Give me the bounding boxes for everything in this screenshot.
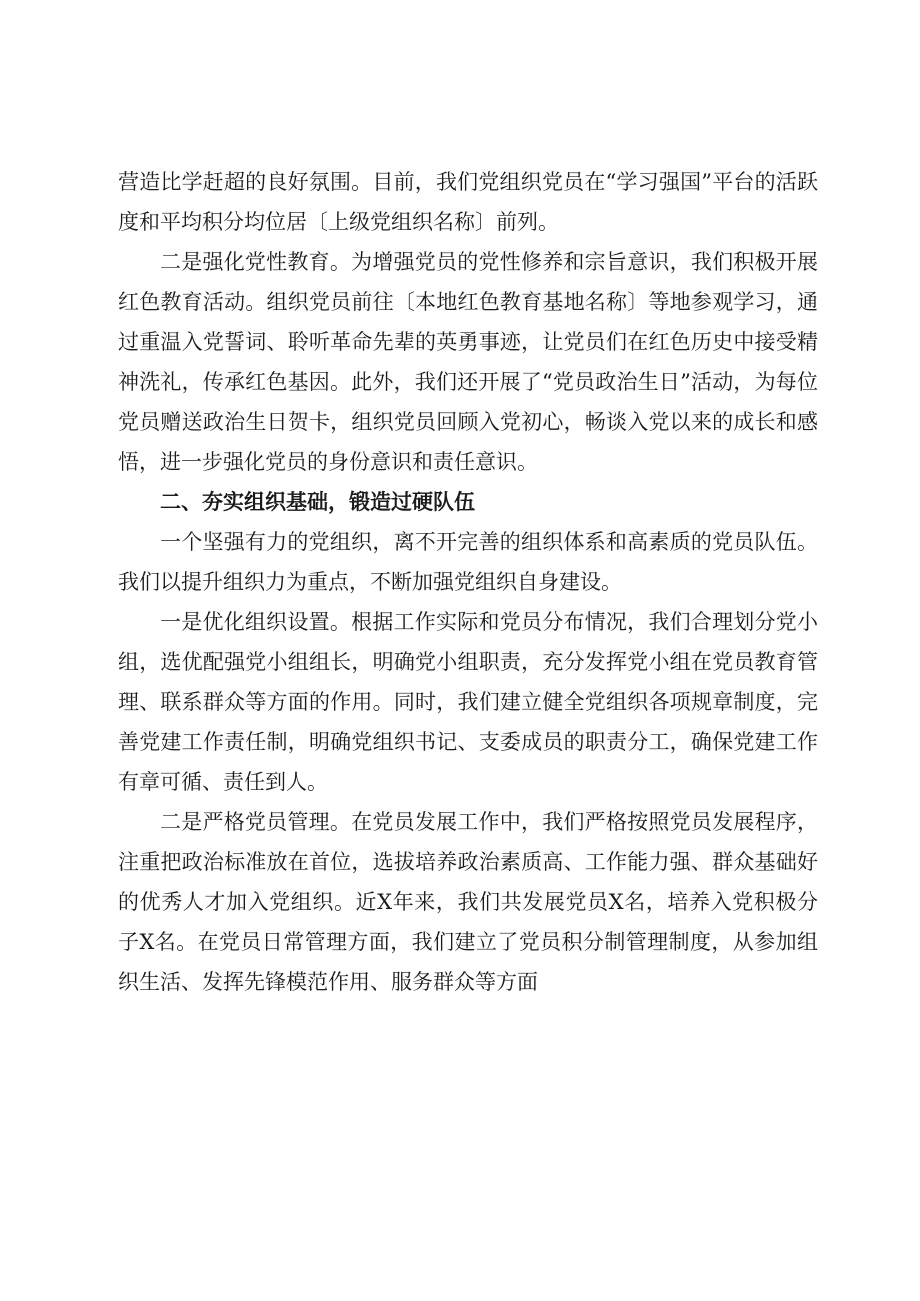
paragraph-organization-setup: 一是优化组织设置。根据工作实际和党员分布情况，我们合理划分党小组，选优配强党小组组长，明确党小组职责，充分发挥党小组在党员教育管理、联系群众等方面的作用。同时，我们建立健全党组织各项规章制度，完善党建工作责任制，明确党组织书记、支委成员的职责分工，确保党建工作有章可循、责任到人。	[118, 610, 818, 794]
section-heading-organization: 二、夯实组织基础，锻造过硬队伍	[160, 490, 475, 514]
paragraph-party-education: 二是强化党性教育。为增强党员的党性修养和宗旨意识，我们积极开展红色教育活动。组织党员前往〔本地红色教育基地名称〕等地参观学习，通过重温入党誓词、聆听革命先辈的英勇事迹，让党员们在红色历史中接受精神洗礼，传承红色基因。此外，我们还开展了“党员政治生日”活动，为每位党员赠送政治生日贺卡，组织党员回顾入党初心，畅谈入党以来的成长和感悟，进一步强化党员的身份意识和责任意识。	[118, 250, 818, 474]
paragraph-continuation: 营造比学赶超的良好氛围。目前，我们党组织党员在“学习强国”平台的活跃度和平均积分均位居〔上级党组织名称〕前列。	[118, 170, 818, 234]
document-body	[118, 162, 818, 1002]
paragraph-member-management: 二是严格党员管理。在党员发展工作中，我们严格按照党员发展程序，注重把政治标准放在首位，选拔培养政治素质高、工作能力强、群众基础好的优秀人才加入党组织。近X年来，我们共发展党员X名，培养入党积极分子X名。在党员日常管理方面，我们建立了党员积分制管理制度，从参加组织生活、发挥先锋模范作用、服务群众等方面	[118, 810, 818, 994]
paragraph-section-intro: 一个坚强有力的党组织，离不开完善的组织体系和高素质的党员队伍。我们以提升组织力为重点，不断加强党组织自身建设。	[118, 530, 818, 594]
